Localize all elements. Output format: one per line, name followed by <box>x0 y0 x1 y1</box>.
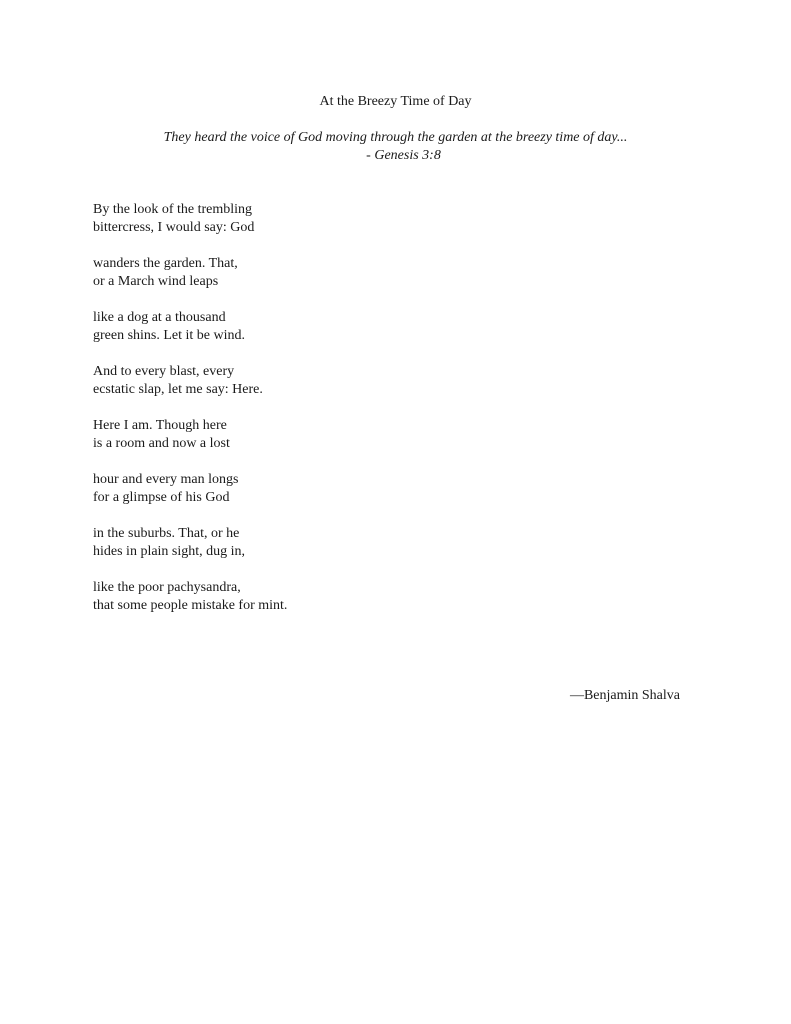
stanza <box>93 363 287 399</box>
poem-line: bittercress, I would say: God <box>93 220 255 235</box>
stanza <box>93 201 287 237</box>
poem-line: By the look of the trembling <box>93 202 253 217</box>
poem-line: is a room and now a lost <box>93 436 230 451</box>
poem-line: for a glimpse of his God <box>93 490 230 505</box>
stanza <box>93 579 287 615</box>
poem-line: hour and every man longs <box>93 472 239 487</box>
poem-line: that some people mistake for mint. <box>93 598 288 613</box>
epigraph-quote: They heard the voice of God moving through the garden at the breezy time of day... <box>163 130 628 145</box>
poem-line: like a dog at a thousand <box>93 310 226 325</box>
stanza <box>93 525 287 561</box>
poem-line: And to every blast, every <box>93 364 235 379</box>
epigraph-citation: - Genesis 3:8 <box>366 148 441 163</box>
poem-line: Here I am. Though here <box>93 418 227 433</box>
stanza <box>93 471 287 507</box>
poem-body <box>93 201 287 633</box>
author-signature: —Benjamin Shalva <box>569 688 680 703</box>
stanza <box>93 417 287 453</box>
poem-line: hides in plain sight, dug in, <box>93 544 246 559</box>
poem-line: or a March wind leaps <box>93 274 219 289</box>
poem-line: green shins. Let it be wind. <box>93 328 246 343</box>
poem-title: At the Breezy Time of Day <box>319 94 472 109</box>
poem-line: wanders the garden. That, <box>93 256 238 271</box>
stanza <box>93 255 287 291</box>
poem-line: like the poor pachysandra, <box>93 580 241 595</box>
poem-line: ecstatic slap, let me say: Here. <box>93 382 263 397</box>
stanza <box>93 309 287 345</box>
epigraph <box>0 129 791 165</box>
poem-line: in the suburbs. That, or he <box>93 526 240 541</box>
